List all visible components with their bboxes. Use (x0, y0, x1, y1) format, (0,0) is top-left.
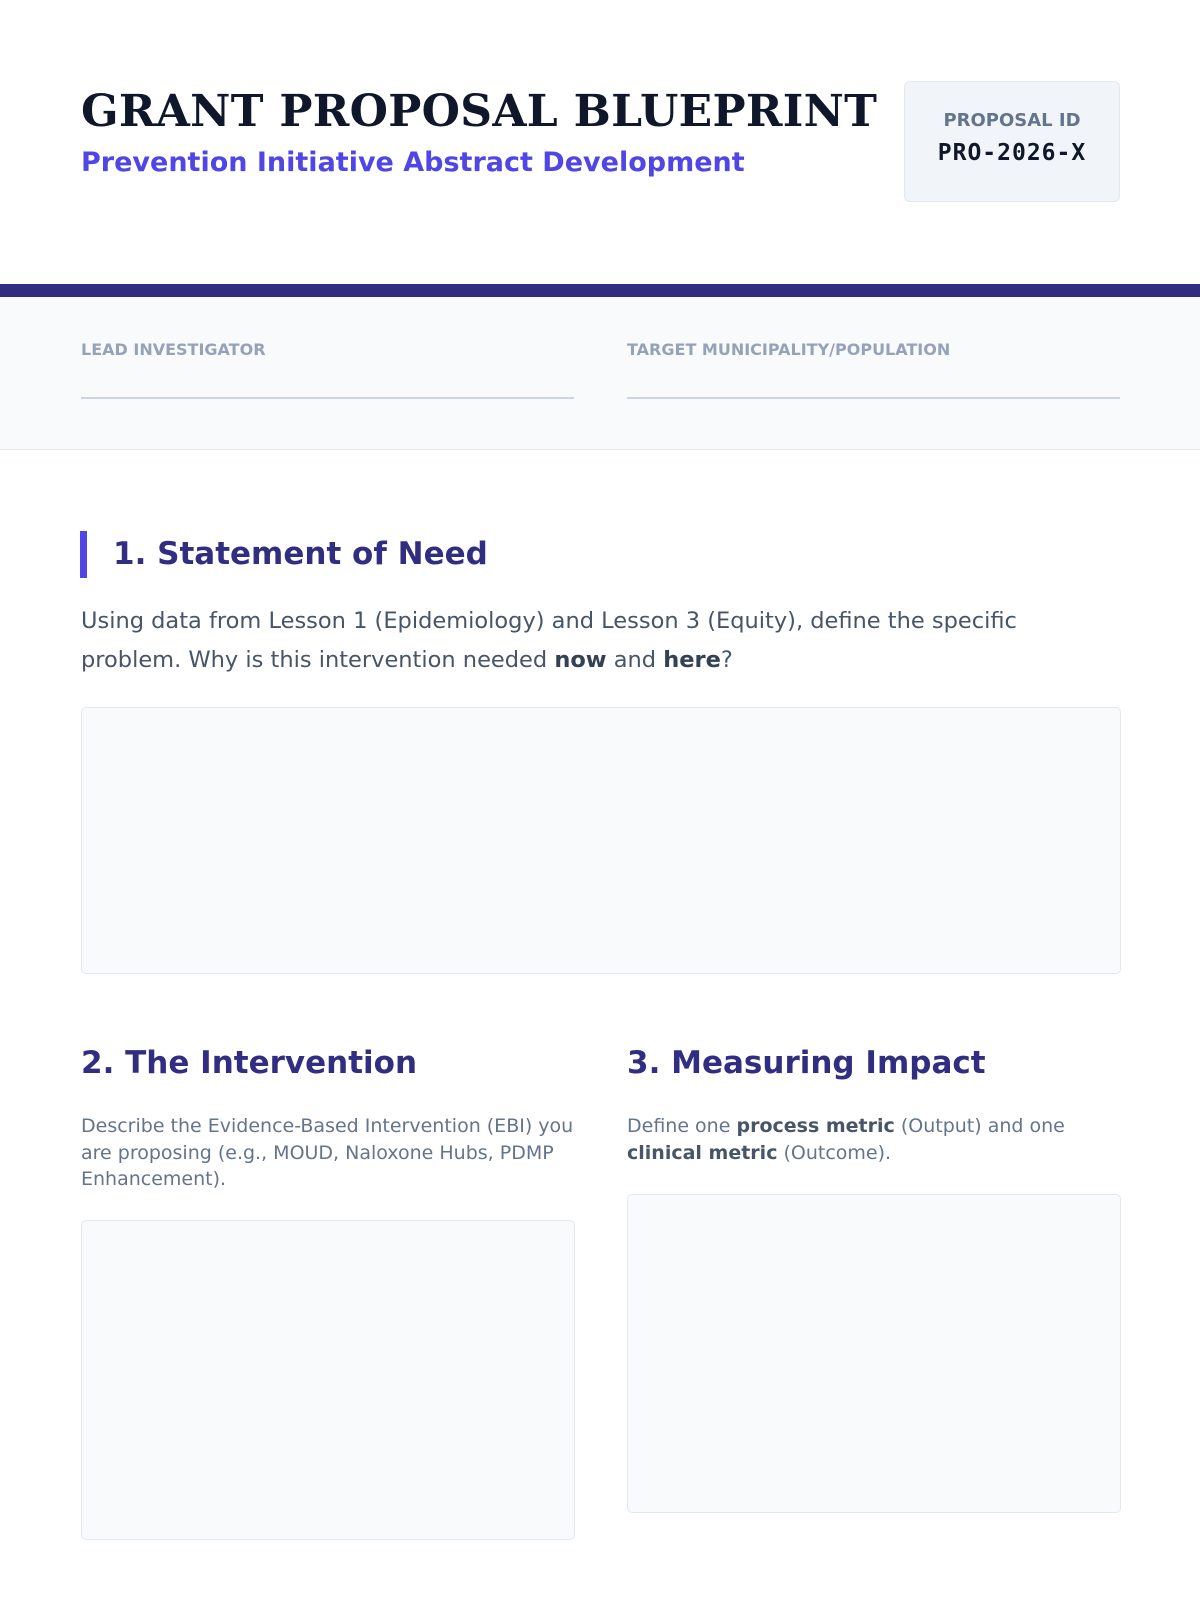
lead-investigator-field (81, 339, 574, 399)
intervention-instructions: Describe the Evidence-Based Intervention (EBI) you are proposing (e.g., MOUD, Naloxone Hubs, PDMP Enhancement). (81, 1115, 574, 1190)
emphasis-now: now (554, 647, 607, 673)
instruction-text: Using data from Lesson 1 (Epidemiology) and Lesson 3 (Equity), define the specific problem. Why is this intervention needed (81, 608, 1017, 673)
target-population-label: TARGET MUNICIPALITY/POPULATION (627, 340, 951, 359)
instruction-text: (Output) and one (894, 1115, 1065, 1137)
instruction-text: and (606, 647, 664, 673)
statement-of-need-instructions (81, 602, 1121, 680)
measuring-impact-answer-box[interactable] (627, 1194, 1121, 1513)
statement-of-need-heading: 1. Statement of Need (113, 536, 488, 572)
intervention-answer-box[interactable] (81, 1220, 575, 1540)
instruction-text: (Outcome). (777, 1141, 892, 1164)
section-accent-bar (80, 531, 87, 578)
instruction-text: Define one (627, 1115, 737, 1137)
emphasis-clinical-metric: clinical metric (627, 1141, 778, 1164)
instruction-text: ? (720, 647, 733, 673)
statement-of-need-answer-box[interactable] (81, 707, 1121, 974)
lead-investigator-input-line[interactable] (81, 397, 574, 399)
emphasis-here: here (663, 647, 721, 673)
info-band (0, 297, 1200, 450)
intervention-heading: 2. The Intervention (81, 1045, 418, 1081)
measuring-impact-heading: 3. Measuring Impact (627, 1045, 986, 1081)
page-subtitle: Prevention Initiative Abstract Development (81, 147, 745, 178)
page-header (0, 0, 1200, 284)
target-population-field (627, 339, 1120, 399)
lead-investigator-label: LEAD INVESTIGATOR (81, 340, 266, 359)
proposal-id-value: PRO-2026-X (937, 140, 1087, 166)
proposal-id-box (904, 81, 1120, 202)
emphasis-process-metric: process metric (736, 1115, 895, 1137)
page-title: GRANT PROPOSAL BLUEPRINT (81, 86, 878, 137)
header-divider (0, 284, 1200, 297)
proposal-id-label: PROPOSAL ID (943, 110, 1081, 131)
measuring-impact-instructions (627, 1113, 1121, 1166)
target-population-input-line[interactable] (627, 397, 1120, 399)
